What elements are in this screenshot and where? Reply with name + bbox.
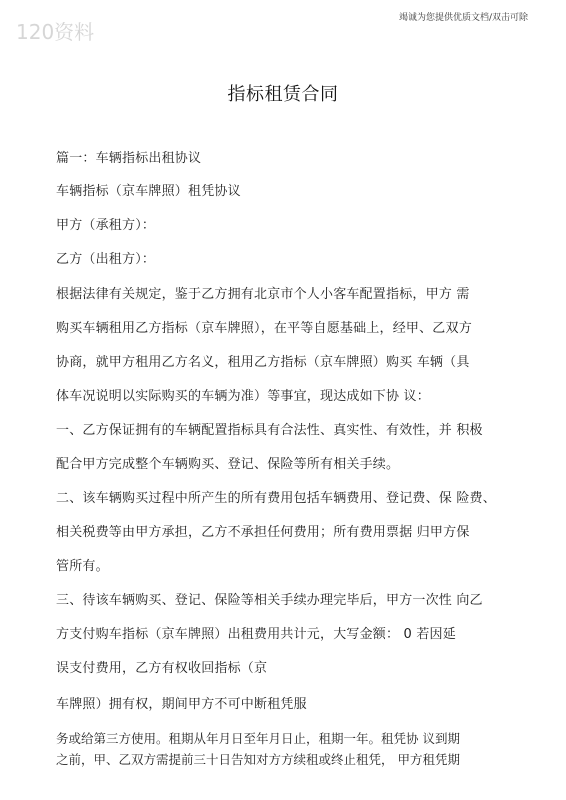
clause-3-line: 方支付购车指标（京车牌照）出租费用共计元，大写金额： 0 若因延	[56, 627, 456, 642]
clause-3-line: 三、待该车辆购买、登记、保险等相关手续办理完毕后，甲方一次性 向乙	[56, 593, 483, 608]
paragraph-line: 体车况说明以实际购买的车辆为准）等事宜，现达成如下协 议：	[56, 389, 430, 404]
agreement-subtitle: 车辆指标（京车牌照）租凭协议	[56, 184, 241, 199]
paragraph-line: 根据法律有关规定，鉴于乙方拥有北京市个人小客车配置指标，甲方 需	[56, 287, 470, 302]
clause-1-line: 配合甲方完成整个车辆购买、登记、保险等所有相关手续。	[56, 457, 400, 472]
clause-3-line: 车牌照）拥有权，期间甲方不可中断租凭服	[56, 697, 307, 712]
section-heading: 篇一：车辆指标出租协议	[56, 151, 202, 166]
clause-3-line: 误支付费用，乙方有权收回指标（京	[56, 661, 268, 676]
document-title: 指标租赁合同	[227, 84, 339, 105]
clause-2-line: 二、该车辆购买过程中所产生的所有费用包括车辆费用、登记费、保 险费、	[56, 491, 496, 506]
clause-3-line: 务或给第三方使用。租期从年月日至年月日止，租期一年。租凭协 议到期	[56, 731, 460, 746]
clause-1-line: 一、乙方保证拥有的车辆配置指标具有合法性、真实性、有效性，并 积极	[56, 423, 483, 438]
header-note: 竭诚为您提供优质文档/双击可除	[398, 13, 528, 23]
paragraph-line: 购买车辆租用乙方指标（京车牌照），在平等自愿基础上，经甲、乙双方	[56, 321, 472, 336]
party-b-line: 乙方（出租方）：	[56, 252, 156, 267]
clause-3-line: 之前，甲、乙双方需提前三十日告知对方方续租或终止租凭， 甲方租凭期	[56, 752, 460, 767]
clause-2-line: 相关税费等由甲方承担，乙方不承担任何费用；所有费用票据 归甲方保	[56, 525, 470, 540]
party-a-line: 甲方（承租方）：	[56, 218, 156, 233]
watermark-logo: 120资料	[16, 20, 95, 44]
paragraph-line: 协商，就甲方租用乙方名义，租用乙方指标（京车牌照）购买 车辆（具	[56, 355, 470, 370]
clause-2-line: 管所有。	[56, 559, 109, 574]
